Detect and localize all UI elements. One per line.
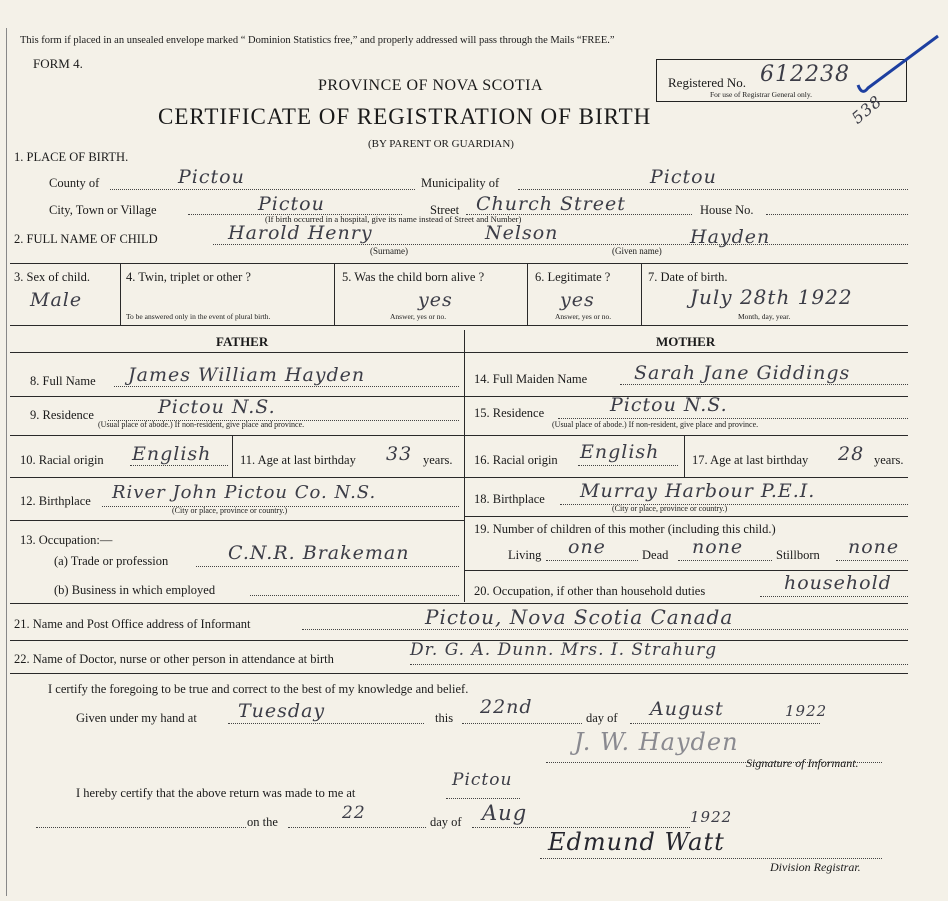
father-age-value: 33 xyxy=(386,443,413,465)
sex-value: Male xyxy=(30,289,83,311)
parents-divider xyxy=(464,330,465,602)
mother-residence-note: (Usual place of abode.) If non-resident, give place and province. xyxy=(552,420,759,429)
father-name-value: James William Hayden xyxy=(128,364,366,386)
registrar-statement: I hereby certify that the above return was made to me at xyxy=(76,786,356,800)
father-birthplace-label: 12. Birthplace xyxy=(20,494,91,508)
trade-label: (a) Trade or profession xyxy=(54,554,169,568)
mother-birthplace-label: 18. Birthplace xyxy=(474,492,545,506)
registrar-general-note: For use of Registrar General only. xyxy=(710,90,812,99)
registrar-month-value: Aug xyxy=(482,801,528,825)
row3-top-rule xyxy=(10,263,908,264)
mother-name-value: Sarah Jane Giddings xyxy=(634,362,851,384)
county-label: County of xyxy=(49,176,100,190)
county-line xyxy=(110,189,415,190)
father-birthplace-note: (City or place, province or country.) xyxy=(172,506,288,515)
sex-label: 3. Sex of child. xyxy=(14,270,91,284)
legitimate-label: 6. Legitimate ? xyxy=(535,270,611,284)
father-birthplace-value: River John Pictou Co. N.S. xyxy=(112,482,377,503)
registered-number: 612238 xyxy=(760,62,850,87)
registrar-dayof-label: day of xyxy=(430,815,462,829)
municipality-line xyxy=(518,189,908,190)
father-race-label: 10. Racial origin xyxy=(20,453,104,467)
full-name-of-child-label: 2. FULL NAME OF CHILD xyxy=(14,232,158,246)
father-years-label: years. xyxy=(423,453,453,467)
city-label: City, Town or Village xyxy=(49,203,157,217)
given-under-label: Given under my hand at xyxy=(76,711,197,725)
registrar-place-value: Pictou xyxy=(452,770,513,790)
certificate-subtitle: (BY PARENT OR GUARDIAN) xyxy=(368,138,514,150)
father-age-label: 11. Age at last birthday xyxy=(240,453,356,467)
margin-number: 538 xyxy=(847,91,886,128)
mother-occupation-label: 20. Occupation, if other than household duties xyxy=(474,584,706,598)
child-name-line xyxy=(213,244,908,245)
father-residence-value: Pictou N.S. xyxy=(158,396,276,418)
mother-years-label: years. xyxy=(874,453,904,467)
registrar-year-value: 1922 xyxy=(690,808,733,826)
house-line xyxy=(766,214,908,215)
child-given-value: Nelson xyxy=(485,222,559,244)
twin-label: 4. Twin, triplet or other ? xyxy=(126,270,251,284)
cert-month-value: August xyxy=(650,698,724,720)
informant-label: 21. Name and Post Office address of Informant xyxy=(14,617,251,631)
born-alive-note: Answer, yes or no. xyxy=(390,312,447,321)
municipality-value: Pictou xyxy=(650,166,717,188)
business-label: (b) Business in which employed xyxy=(54,583,216,597)
registrar-on-label: on the xyxy=(247,815,278,829)
mother-name-label: 14. Full Maiden Name xyxy=(474,372,588,386)
father-residence-label: 9. Residence xyxy=(30,408,94,422)
house-label: House No. xyxy=(700,203,754,217)
legitimate-note: Answer, yes or no. xyxy=(555,312,612,321)
cert-year-value: 1922 xyxy=(785,702,828,720)
father-race-value: English xyxy=(132,443,212,465)
doctor-label: 22. Name of Doctor, nurse or other person in attendance at birth xyxy=(14,652,334,666)
postal-notice: This form if placed in an unsealed envelope marked “ Dominion Statistics free,” and properly addressed will pass through the Mails “FREE.” xyxy=(20,35,615,46)
dead-label: Dead xyxy=(642,548,669,562)
given-name-note: (Given name) xyxy=(612,246,662,256)
children-count-label: 19. Number of children of this mother (including this child.) xyxy=(474,522,776,536)
row3-bottom-rule xyxy=(10,325,908,326)
signature-informant-label: Signature of Informant. xyxy=(746,756,859,770)
place-of-birth-heading: 1. PLACE OF BIRTH. xyxy=(14,150,129,164)
born-alive-value: yes xyxy=(418,289,453,311)
mother-residence-value: Pictou N.S. xyxy=(610,394,728,416)
surname-note: (Surname) xyxy=(370,246,408,256)
blue-check-mark xyxy=(850,30,945,100)
registrar-signature: Edmund Watt xyxy=(548,828,725,856)
doctor-value: Dr. G. A. Dunn. Mrs. I. Strahurg xyxy=(410,640,718,660)
county-value: Pictou xyxy=(178,166,245,188)
stillborn-value: none xyxy=(848,536,900,558)
informant-signature: J. W. Hayden xyxy=(574,728,739,756)
date-of-birth-value: July 28th 1922 xyxy=(690,285,853,309)
given-at-value: Tuesday xyxy=(238,700,326,722)
mother-race-value: English xyxy=(580,441,660,463)
registered-label: Registered No. xyxy=(668,75,746,90)
legitimate-value: yes xyxy=(560,289,595,311)
living-value: one xyxy=(568,536,606,558)
registrar-day-value: 22 xyxy=(342,803,366,823)
living-label: Living xyxy=(508,548,542,562)
city-value: Pictou xyxy=(258,193,325,215)
stillborn-label: Stillborn xyxy=(776,548,820,562)
mother-residence-label: 15. Residence xyxy=(474,406,545,420)
dead-value: none xyxy=(692,536,744,558)
this-label: this xyxy=(435,711,454,725)
certificate-title: CERTIFICATE OF REGISTRATION OF BIRTH xyxy=(158,104,652,129)
mother-age-label: 17. Age at last birthday xyxy=(692,453,809,467)
child-surname-value: Harold Henry xyxy=(228,222,373,244)
province-heading: PROVINCE OF NOVA SCOTIA xyxy=(318,77,544,94)
date-of-birth-note: Month, day, year. xyxy=(738,312,791,321)
cert-dayof-label: day of xyxy=(586,711,618,725)
informant-value: Pictou, Nova Scotia Canada xyxy=(425,605,734,629)
father-name-label: 8. Full Name xyxy=(30,374,96,388)
certification-statement: I certify the foregoing to be true and correct to the best of my knowledge and belief. xyxy=(48,682,469,696)
mother-birthplace-note: (City or place, province or country.) xyxy=(612,504,728,513)
trade-value: C.N.R. Brakeman xyxy=(228,542,410,564)
street-value: Church Street xyxy=(476,193,626,215)
child-extra-value: Hayden xyxy=(690,226,771,248)
cert-day-value: 22nd xyxy=(480,696,533,718)
division-registrar-label: Division Registrar. xyxy=(770,860,861,874)
date-of-birth-label: 7. Date of birth. xyxy=(648,270,728,284)
mother-age-value: 28 xyxy=(838,443,865,465)
father-occupation-label: 13. Occupation:— xyxy=(20,533,113,547)
born-alive-label: 5. Was the child born alive ? xyxy=(342,270,485,284)
father-heading: FATHER xyxy=(216,334,269,349)
street-label: Street xyxy=(430,203,460,217)
mother-heading: MOTHER xyxy=(656,334,716,349)
hospital-note: (If birth occurred in a hospital, give its name instead of Street and Number) xyxy=(265,214,522,224)
father-residence-note: (Usual place of abode.) If non-resident, give place and province. xyxy=(98,420,305,429)
mother-race-label: 16. Racial origin xyxy=(474,453,558,467)
form-number: FORM 4. xyxy=(33,56,83,71)
mother-birthplace-value: Murray Harbour P.E.I. xyxy=(580,480,816,502)
mother-occupation-value: household xyxy=(784,572,892,594)
municipality-label: Municipality of xyxy=(421,176,500,190)
twin-note: To be answered only in the event of plural birth. xyxy=(126,312,271,321)
